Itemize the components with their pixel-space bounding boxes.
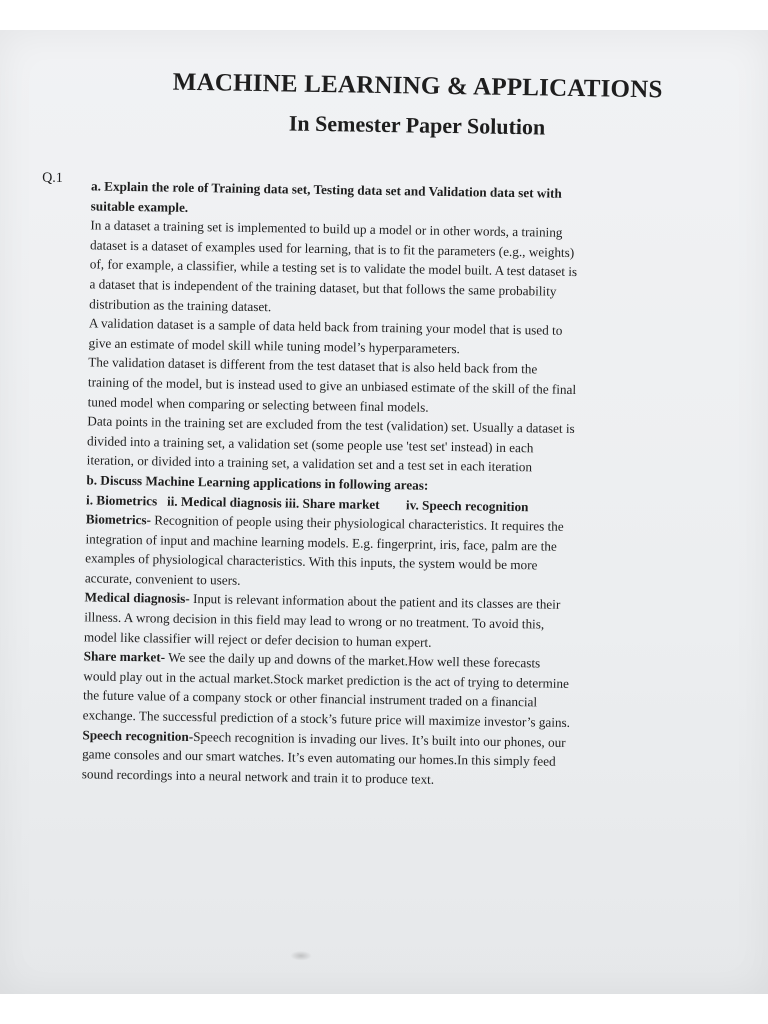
part-a-text-line: tuned model when comparing or selecting between final models. <box>87 393 429 415</box>
part-b-areas-line: i. Biometrics ii. Medical diagnosis iii. Share market iv. Speech recognition <box>86 491 529 514</box>
part-a-text-line: give an estimate of model skill while tuning model’s hyperparameters. <box>88 335 461 356</box>
document-subtitle: In Semester Paper Solution <box>288 110 546 140</box>
medical-diagnosis-text: Input is relevant information about the patient and its classes are their <box>189 591 561 613</box>
biometrics-line: examples of physiological characteristics. With this inputs, the system would be more <box>85 550 538 573</box>
share-market-term: Share market- <box>83 648 166 665</box>
part-a-text-line: dataset is a dataset of examples used for learning, that is to fit the parameters (e.g., weights) <box>90 237 575 260</box>
document-title: MACHINE LEARNING & APPLICATIONS <box>172 68 663 104</box>
part-a-heading-line: a. Explain the role of Training data set, Testing data set and Validation data set with <box>90 178 562 201</box>
part-a-text-line: A validation dataset is a sample of data held back from training your model that is used to <box>88 315 563 338</box>
part-a-heading-line: suitable example. <box>90 197 189 215</box>
share-market-line: the future value of a company stock or other financial instrument traded on a financial <box>82 687 538 710</box>
share-market-line: exchange. The successful prediction of a stock’s future price will maximize investor’s gains. <box>82 707 571 731</box>
biometrics-line: accurate, convenient to users. <box>84 570 241 588</box>
part-a-text-line: divided into a training set, a validation set (some people use 'test set' instead) in each <box>86 433 534 456</box>
speech-recognition-text: Speech recognition is invading our lives. It’s built into our phones, our <box>193 728 566 750</box>
part-a-text-line: In a dataset a training set is implemented to build up a model or in other words, a training <box>90 217 563 240</box>
question-number: Q.1 <box>42 170 63 186</box>
speech-recognition-term: Speech recognition- <box>82 726 194 744</box>
biometrics-line: integration of input and machine learning models. E.g. fingerprint, iris, face, palm are the <box>85 531 557 554</box>
paper-smudge <box>290 951 312 961</box>
share-market-line: would play out in the actual market.Stock market prediction is the act of trying to determine <box>83 668 570 691</box>
part-a-text-line: distribution as the training dataset. <box>89 295 272 314</box>
part-a-text-line: The validation dataset is different from the test dataset that is also held back from the <box>88 354 538 377</box>
answer-body <box>82 176 697 793</box>
share-market-text: We see the daily up and downs of the market.How well these forecasts <box>164 649 541 671</box>
document-content <box>0 30 768 994</box>
part-a-text-line: a dataset that is independent of the training dataset, but that follows the same probability <box>89 276 557 299</box>
paper-sheet <box>0 30 768 994</box>
speech-recognition-line: sound recordings into a neural network and train it to produce text. <box>81 766 435 787</box>
part-a-text-line: Data points in the training set are excluded from the test (validation) set. Usually a dataset is <box>87 413 575 437</box>
medical-diagnosis-line: model like classifier will reject or defer decision to human expert. <box>83 628 432 650</box>
part-a-text-line: of, for example, a classifier, while a testing set is to validate the model built. A test dataset is <box>89 256 578 280</box>
medical-diagnosis-term: Medical diagnosis- <box>84 589 190 607</box>
speech-recognition-line: game consoles and our smart watches. It’s even automating our homes.In this simply feed <box>82 746 556 769</box>
part-a-text-line: training of the model, but is instead used to give an unbiased estimate of the skill of the final <box>87 374 577 397</box>
biometrics-term: Biometrics- <box>85 511 152 528</box>
biometrics-text: Recognition of people using their physiological characteristics. It requires the <box>150 512 564 534</box>
part-b-heading: b. Discuss Machine Learning applications in following areas: <box>86 472 429 493</box>
part-a-text-line: iteration, or divided into a training set, a validation set and a test set in each iteration <box>86 452 533 475</box>
medical-diagnosis-line: illness. A wrong decision in this field may lead to wrong or no treatment. To avoid this, <box>84 609 545 632</box>
